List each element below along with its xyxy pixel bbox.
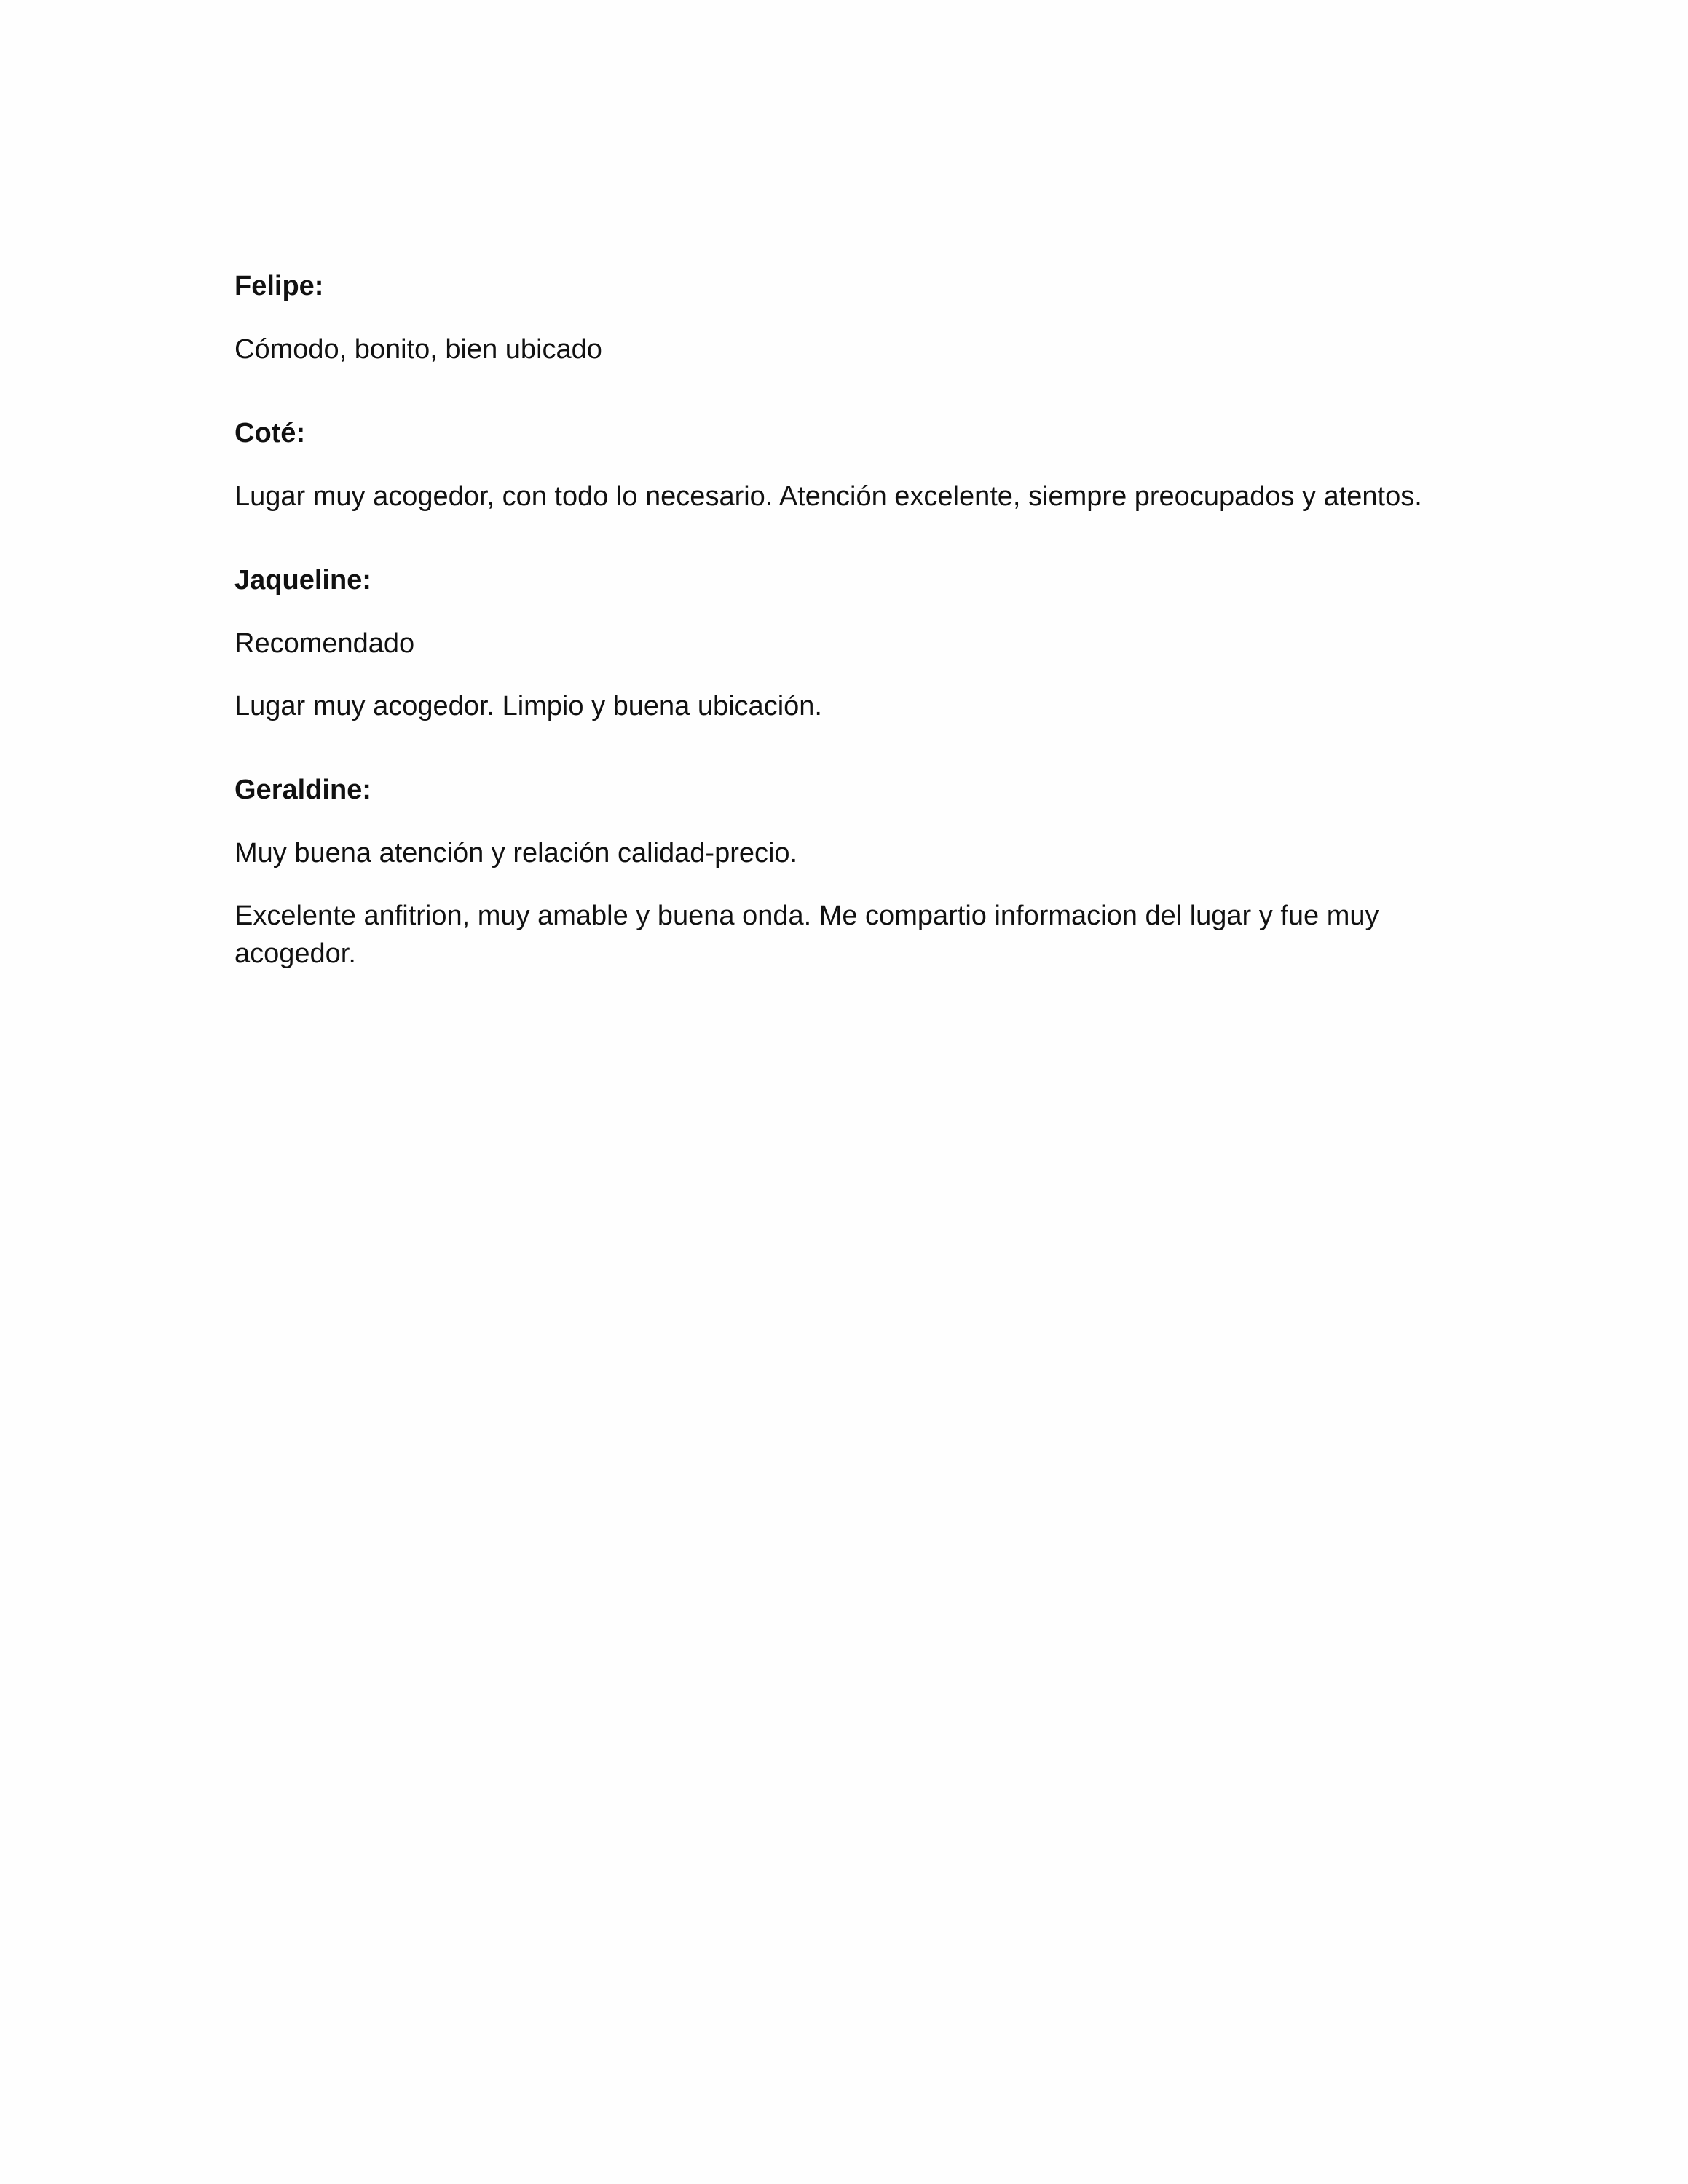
review-text: Excelente anfitrion, muy amable y buena onda. Me compartio informacion del lugar y fue muy acogedor. [234,901,1379,969]
review-text: Lugar muy acogedor. Limpio y buena ubicación. [234,691,822,721]
review-felipe [234,268,1472,368]
review-text: Recomendado [234,628,415,659]
review-text: Cómodo, bonito, bien ubicado [234,334,602,365]
reviewer-name: Geraldine: [234,775,371,805]
review-text: Muy buena atención y relación calidad-precio. [234,838,798,869]
review-jaqueline [234,562,1472,725]
reviewer-name: Jaqueline: [234,565,371,596]
review-text: Lugar muy acogedor, con todo lo necesario. Atención excelente, siempre preocupados y atentos. [234,481,1422,512]
review-cote [234,415,1472,515]
reviews-list [234,268,1472,1019]
reviewer-name: Coté: [234,418,306,448]
review-geraldine [234,772,1472,973]
reviewer-name: Felipe: [234,271,324,301]
